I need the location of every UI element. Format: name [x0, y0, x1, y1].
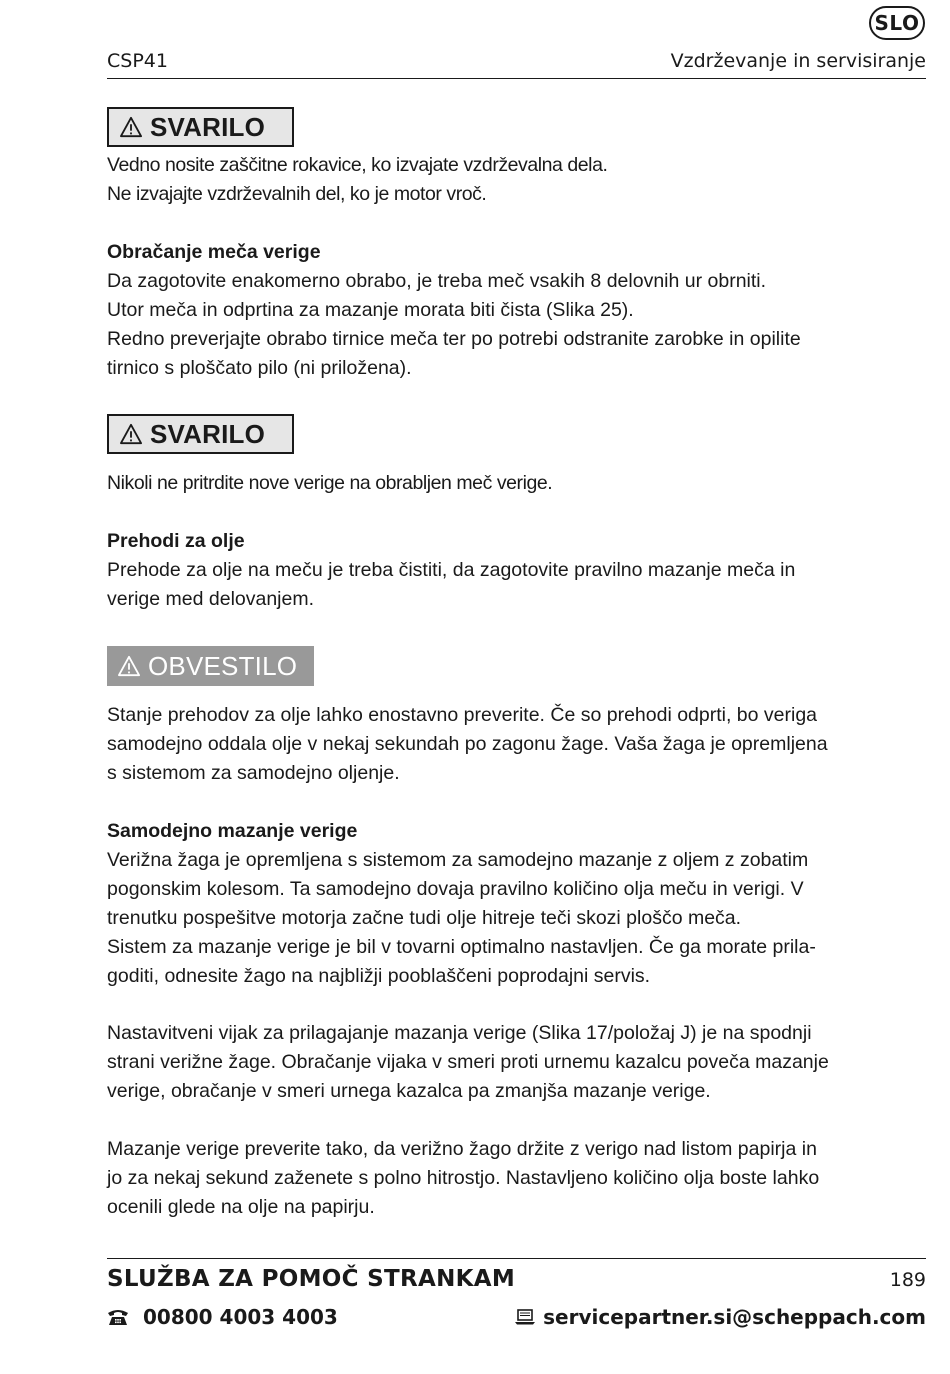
footer-divider: [107, 1258, 926, 1259]
text-line: Ne izvajajte vzdrževalnih del, ko je motor vroč.: [107, 183, 487, 205]
phone-contact: [107, 1305, 338, 1329]
paragraph-adjust-screw: [107, 1019, 927, 1106]
section-heading: Samodejno mazanje verige: [107, 820, 358, 842]
warning-triangle-icon: [120, 116, 142, 138]
telephone-icon: [107, 1308, 129, 1326]
warning-label-text: SVARILO: [150, 418, 266, 449]
laptop-icon: [515, 1309, 535, 1325]
text-line: Mazanje verige preverite tako, da verižno žago držite z verigo nad listom papirja in: [107, 1138, 817, 1160]
phone-number[interactable]: 00800 4003 4003: [143, 1305, 338, 1329]
text-line: Sistem za mazanje verige je bil v tovarni optimalno nastavljen. Če ga morate prila-: [107, 936, 816, 958]
warning-triangle-icon: [120, 423, 142, 445]
section-bar-turning: [107, 238, 927, 383]
text-line: Verižna žaga je opremljena s sistemom za samodejno mazanje z oljem z zobatim: [107, 849, 809, 871]
paragraph-oil-check: [107, 701, 927, 788]
paragraph-gloves: [107, 151, 927, 209]
text-line: goditi, odnesite žago na najbližji pooblaščeni poprodajni servis.: [107, 965, 651, 987]
text-line: Nikoli ne pritrdite nove verige na obrabljen meč verige.: [107, 472, 553, 494]
email-address[interactable]: servicepartner.si@scheppach.com: [543, 1305, 926, 1329]
text-line: verige, obračanje v smeri urnega kazalca pa zmanjša mazanje verige.: [107, 1080, 711, 1102]
warning-label-1: [107, 107, 294, 147]
text-line: Vedno nosite zaščitne rokavice, ko izvajate vzdrževalna dela.: [107, 154, 608, 176]
text-line: Da zagotovite enakomerno obrabo, je treba meč vsakih 8 delovnih ur obrniti.: [107, 270, 767, 292]
text-line: tirnico s ploščato pilo (ni priložena).: [107, 357, 412, 379]
customer-service-title: SLUŽBA ZA POMOČ STRANKAM: [107, 1266, 516, 1292]
text-line: Nastavitveni vijak za prilagajanje mazanja verige (Slika 17/položaj J) je na spodnji: [107, 1022, 812, 1044]
text-line: verige med delovanjem.: [107, 588, 315, 610]
text-line: samodejno oddala olje v nekaj sekundah po zagonu žage. Vaša žaga je opremljena: [107, 733, 828, 755]
text-line: jo za nekaj sekund zaženete s polno hitrostjo. Nastavljeno količino olja boste lahko: [107, 1167, 820, 1189]
section-oil-passages: [107, 527, 927, 614]
text-line: s sistemom za samodejno oljenje.: [107, 762, 400, 784]
text-line: Utor meča in odprtina za mazanje morata biti čista (Slika 25).: [107, 299, 634, 321]
notice-label: [107, 646, 314, 686]
section-title: Vzdrževanje in servisiranje: [670, 50, 926, 72]
text-line: Prehode za olje na meču je treba čistiti, da zagotovite pravilno mazanje meča in: [107, 559, 796, 581]
header-divider: [107, 78, 926, 79]
notice-label-text: OBVESTILO: [148, 650, 298, 681]
text-line: Stanje prehodov za olje lahko enostavno preverite. Če so prehodi odprti, bo veriga: [107, 704, 818, 726]
text-line: strani verižne žage. Obračanje vijaka v smeri proti urnemu kazalcu poveča mazanje: [107, 1051, 829, 1073]
warning-label-text: SVARILO: [150, 111, 266, 142]
language-badge: SLO: [869, 6, 925, 40]
text-line: trenutku pospešitve motorja začne tudi olje hitreje teči skozi ploščo meča.: [107, 907, 742, 929]
paragraph-paper-test: [107, 1135, 927, 1222]
model-name: CSP41: [107, 50, 168, 72]
email-contact: [515, 1305, 926, 1329]
page-number: 189: [889, 1269, 926, 1291]
text-line: ocenili glede na olje na papirju.: [107, 1196, 375, 1218]
warning-triangle-icon: [118, 655, 140, 677]
text-line: Redno preverjajte obrabo tirnice meča ter po potrebi odstranite zarobke in opilite: [107, 328, 801, 350]
text-line: pogonskim kolesom. Ta samodejno dovaja pravilno količino olja meču in verigi. V: [107, 878, 804, 900]
warning-label-2: [107, 414, 294, 454]
section-heading: Obračanje meča verige: [107, 241, 321, 263]
section-auto-lubrication: [107, 817, 927, 991]
section-heading: Prehodi za olje: [107, 530, 245, 552]
paragraph-new-chain: [107, 469, 927, 498]
